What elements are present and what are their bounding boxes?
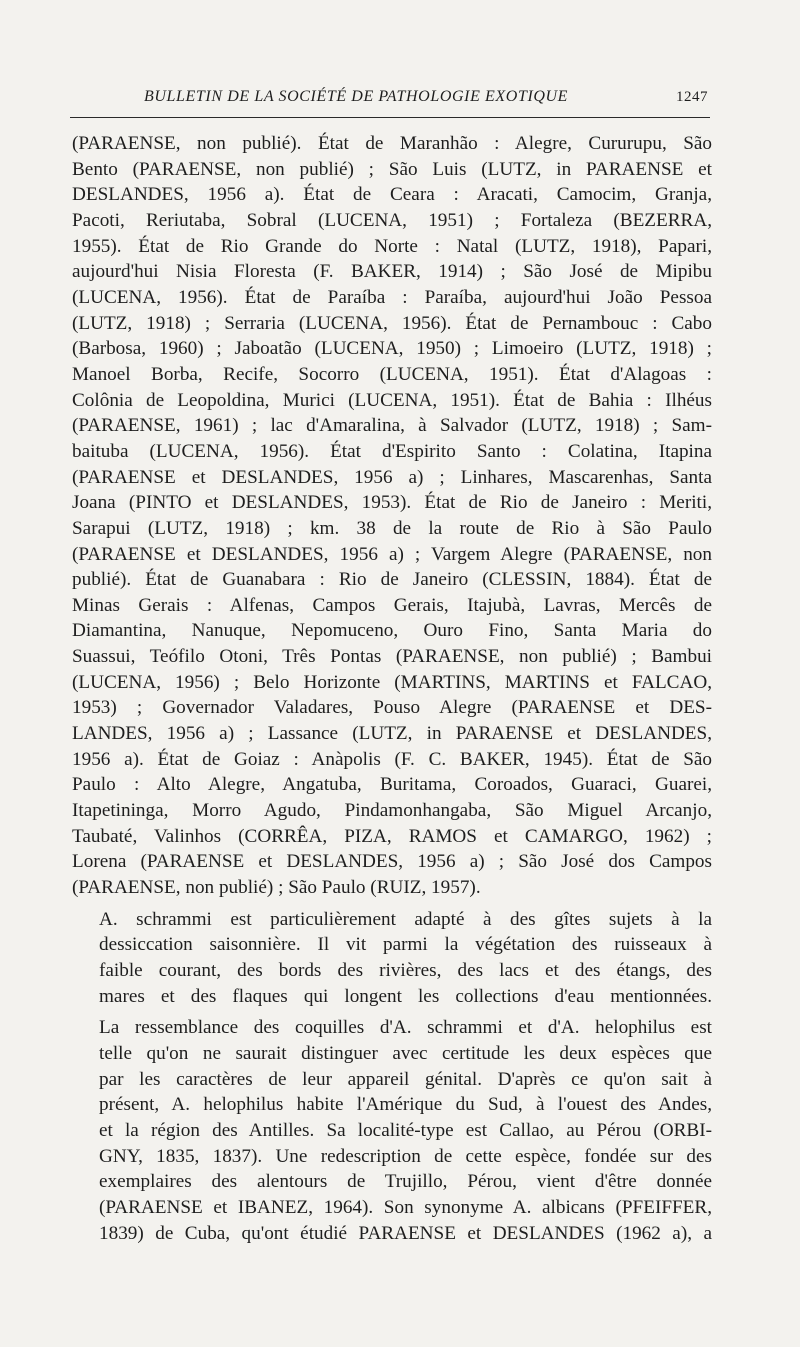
text-line: faible courant, des bords des rivières, des lacs et des étangs, des [99,960,712,981]
text-line: et la région des Antilles. Sa localité-type est Callao, au Pérou (ORBI- [99,1119,712,1141]
page-header [70,88,710,114]
text-line: exemplaires des alentours de Trujillo, Pérou, vient d'être donnée [99,1171,712,1193]
text-line: Manoel Borba, Recife, Socorro (LUCENA, 1951). État d'Alagoas : [72,363,712,385]
text-line: Pacoti, Reriutaba, Sobral (LUCENA, 1951) ; Fortaleza (BEZERRA, [72,209,712,231]
text-line: Joana (PINTO et DESLANDES, 1953). État de Rio de Janeiro : Meriti, [72,492,712,514]
text-line: (PARAENSE, non publié) ; São Paulo (RUIZ, 1957). [72,877,481,899]
page-number: 1247 [676,89,708,105]
paragraph-habitat [72,907,712,1010]
running-head: BULLETIN DE LA SOCIÉTÉ DE PATHOLOGIE EXOTIQUE [144,88,569,105]
text-line: Paulo : Alto Alegre, Angatuba, Buritama, Coroados, Guaraci, Guarei, [72,774,712,796]
text-line: telle qu'on ne saurait distinguer avec certitude les deux espèces que [99,1042,712,1064]
text-line: GNY, 1835, 1837). Une redescription de cette espèce, fondée sur des [99,1145,712,1167]
text-line: La ressemblance des coquilles d'A. schrammi et d'A. helophilus est [99,1017,712,1039]
text-line: (LUTZ, 1918) ; Serraria (LUCENA, 1956). État de Pernambouc : Cabo [72,312,712,334]
text-line: Bento (PARAENSE, non publié) ; São Luis (LUTZ, in PARAENSE et [72,158,712,180]
paragraph-localities [72,131,712,901]
text-line: (PARAENSE et IBANEZ, 1964). Son synonyme A. albicans (PFEIFFER, [99,1196,712,1218]
text-line: Suassui, Teófilo Otoni, Três Pontas (PARAENSE, non publié) ; Bambui [72,646,712,668]
text-line: publié). État de Guanabara : Rio de Janeiro (CLESSIN, 1884). État de [72,569,712,591]
text-line: 1953) ; Governador Valadares, Pouso Alegre (PARAENSE et DES- [72,697,712,719]
text-line: baituba (LUCENA, 1956). État d'Espirito Santo : Colatina, Itapina [72,440,712,462]
text-line: Sarapui (LUTZ, 1918) ; km. 38 de la route de Rio à São Paulo [72,517,712,539]
text-line: (PARAENSE et DESLANDES, 1956 a) ; Linhares, Mascarenhas, Santa [72,466,712,488]
text-line: (PARAENSE et DESLANDES, 1956 a) ; Vargem Alegre (PARAENSE, non [72,543,712,565]
text-line: Diamantina, Nanuque, Nepomuceno, Ouro Fino, Santa Maria do [72,620,712,642]
body-text [72,131,712,1246]
text-line: Colônia de Leopoldina, Murici (LUCENA, 1951). État de Bahia : Ilhéus [72,389,712,411]
text-line: Minas Gerais : Alfenas, Campos Gerais, Itajubà, Lavras, Mercês de [72,594,712,616]
text-line: (PARAENSE, 1961) ; lac d'Amaralina, à Salvador (LUTZ, 1918) ; Sam- [72,415,712,437]
text-line: 1955). État de Rio Grande do Norte : Natal (LUTZ, 1918), Papari, [72,235,712,257]
text-line: A. schrammi est particulièrement adapté à des gîtes sujets à la [99,908,712,930]
text-line: DESLANDES, 1956 a). État de Ceara : Aracati, Camocim, Granja, [72,184,712,206]
text-line: Itapetininga, Morro Agudo, Pindamonhangaba, São Miguel Arcanjo, [72,800,712,822]
text-line: (LUCENA, 1956). État de Paraíba : Paraíba, aujourd'hui João Pessoa [72,286,712,308]
text-line: Lorena (PARAENSE et DESLANDES, 1956 a) ; São José dos Campos [72,851,712,873]
text-line: (Barbosa, 1960) ; Jaboatão (LUCENA, 1950) ; Limoeiro (LUTZ, 1918) ; [72,338,712,360]
text-line: dessiccation saisonnière. Il vit parmi la végétation des ruisseaux à [99,934,712,956]
text-line: LANDES, 1956 a) ; Lassance (LUTZ, in PARAENSE et DESLANDES, [72,723,712,745]
text-line: 1839) de Cuba, qu'ont étudié PARAENSE et DESLANDES (1962 a), a [99,1222,712,1244]
text-line: (PARAENSE, non publié). État de Maranhão : Alegre, Cururupu, São [72,133,712,154]
text-line: Taubaté, Valinhos (CORRÊA, PIZA, RAMOS et CAMARGO, 1962) ; [72,825,712,847]
text-line: par les caractères de leur appareil génital. D'après ce qu'on sait à [99,1068,712,1090]
text-line: mares et des flaques qui longent les collections d'eau mentionnées. [99,985,712,1007]
text-line: (LUCENA, 1956) ; Belo Horizonte (MARTINS, MARTINS et FALCAO, [72,671,712,693]
text-line: aujourd'hui Nisia Floresta (F. BAKER, 1914) ; São José de Mipibu [72,261,712,283]
header-rule [70,117,710,118]
paragraph-resemblance [72,1015,712,1246]
text-line: 1956 a). État de Goiaz : Anàpolis (F. C. BAKER, 1945). État de São [72,748,712,770]
text-line: présent, A. helophilus habite l'Amérique du Sud, à l'ouest des Andes, [99,1094,712,1116]
